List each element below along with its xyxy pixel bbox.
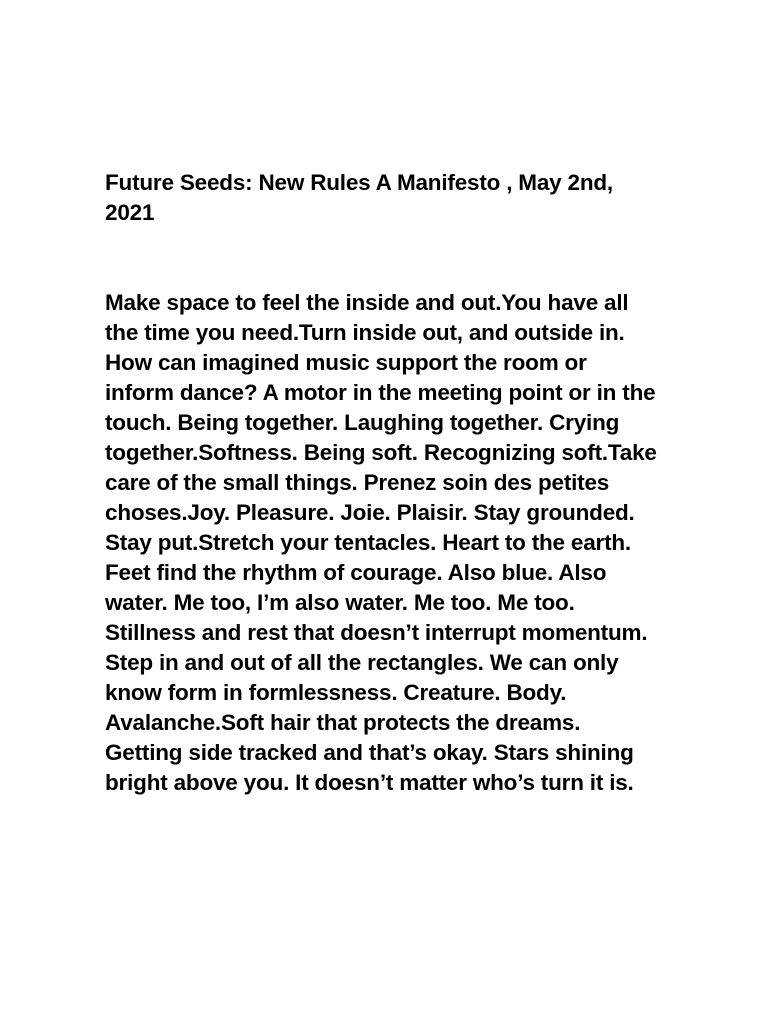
document-content bbox=[105, 168, 661, 798]
document-body-text: Make space to feel the inside and out.You have all the time you need.Turn inside out, and outside in. How can imagined music support the room or inform dance? A motor in the meeting point or in the touch. Being together. Laughing together. Crying together.Softness. Being soft. Recognizing soft.Take care of the small things. Prenez soin des petites choses.Joy. Pleasure. Joie. Plaisir. Stay grounded. Stay put.Stretch your tentacles. Heart to the earth. Feet find the rhythm of courage. Also blue. Also water. Me too, I’m also water. Me too. Me too. Stillness and rest that doesn’t interrupt momentum. Step in and out of all the rectangles. We can only know form in formlessness. Creature. Body. Avalanche.Soft hair that protects the dreams. Getting side tracked and that’s okay. Stars shining bright above you. It doesn’t matter who’s turn it is. bbox=[105, 290, 663, 795]
document-title: Future Seeds: New Rules A Manifesto , May 2nd, 2021 bbox=[105, 170, 613, 225]
